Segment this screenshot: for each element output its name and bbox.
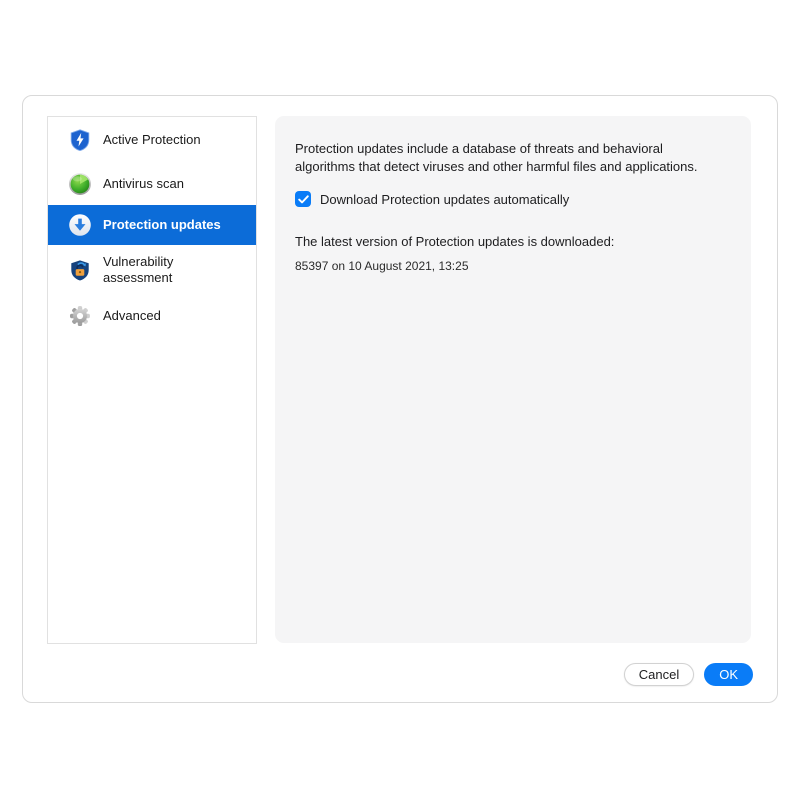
settings-sidebar <box>47 116 257 644</box>
sidebar-item-label: Active Protection <box>103 131 201 147</box>
auto-download-row <box>295 191 731 207</box>
gear-icon <box>68 304 92 328</box>
shield-bolt-icon <box>68 128 92 152</box>
auto-download-checkbox[interactable] <box>295 191 311 207</box>
shield-lock-icon <box>68 258 92 282</box>
sidebar-item-protection-updates[interactable] <box>48 205 256 245</box>
cancel-button[interactable]: Cancel <box>624 663 694 686</box>
latest-version-value: 85397 on 10 August 2021, 13:25 <box>295 259 469 273</box>
protection-settings-window <box>22 95 778 703</box>
dialog-footer <box>624 663 753 686</box>
sidebar-item-label: Antivirus scan <box>103 175 184 191</box>
latest-version-label: The latest version of Protection updates is downloaded: <box>295 234 615 249</box>
description-text: Protection updates include a database of threats and behavioral algorithms that detect viruses and other harmful files and applications. <box>295 141 698 174</box>
auto-download-label[interactable]: Download Protection updates automatically <box>320 191 570 207</box>
sidebar-item-vulnerability-assessment[interactable] <box>48 245 256 294</box>
sidebar-item-label: Vulnerability assessment <box>103 253 174 285</box>
sidebar-item-label: Advanced <box>103 307 161 323</box>
checkmark-icon <box>298 195 309 204</box>
sidebar-item-label: Protection updates <box>103 217 221 232</box>
download-circle-icon <box>68 213 92 237</box>
radar-scan-icon <box>68 172 92 196</box>
sidebar-item-advanced[interactable] <box>48 294 256 337</box>
ok-button[interactable]: OK <box>704 663 753 686</box>
sidebar-item-antivirus-scan[interactable] <box>48 162 256 205</box>
sidebar-item-active-protection[interactable] <box>48 117 256 162</box>
protection-updates-panel <box>275 116 751 643</box>
